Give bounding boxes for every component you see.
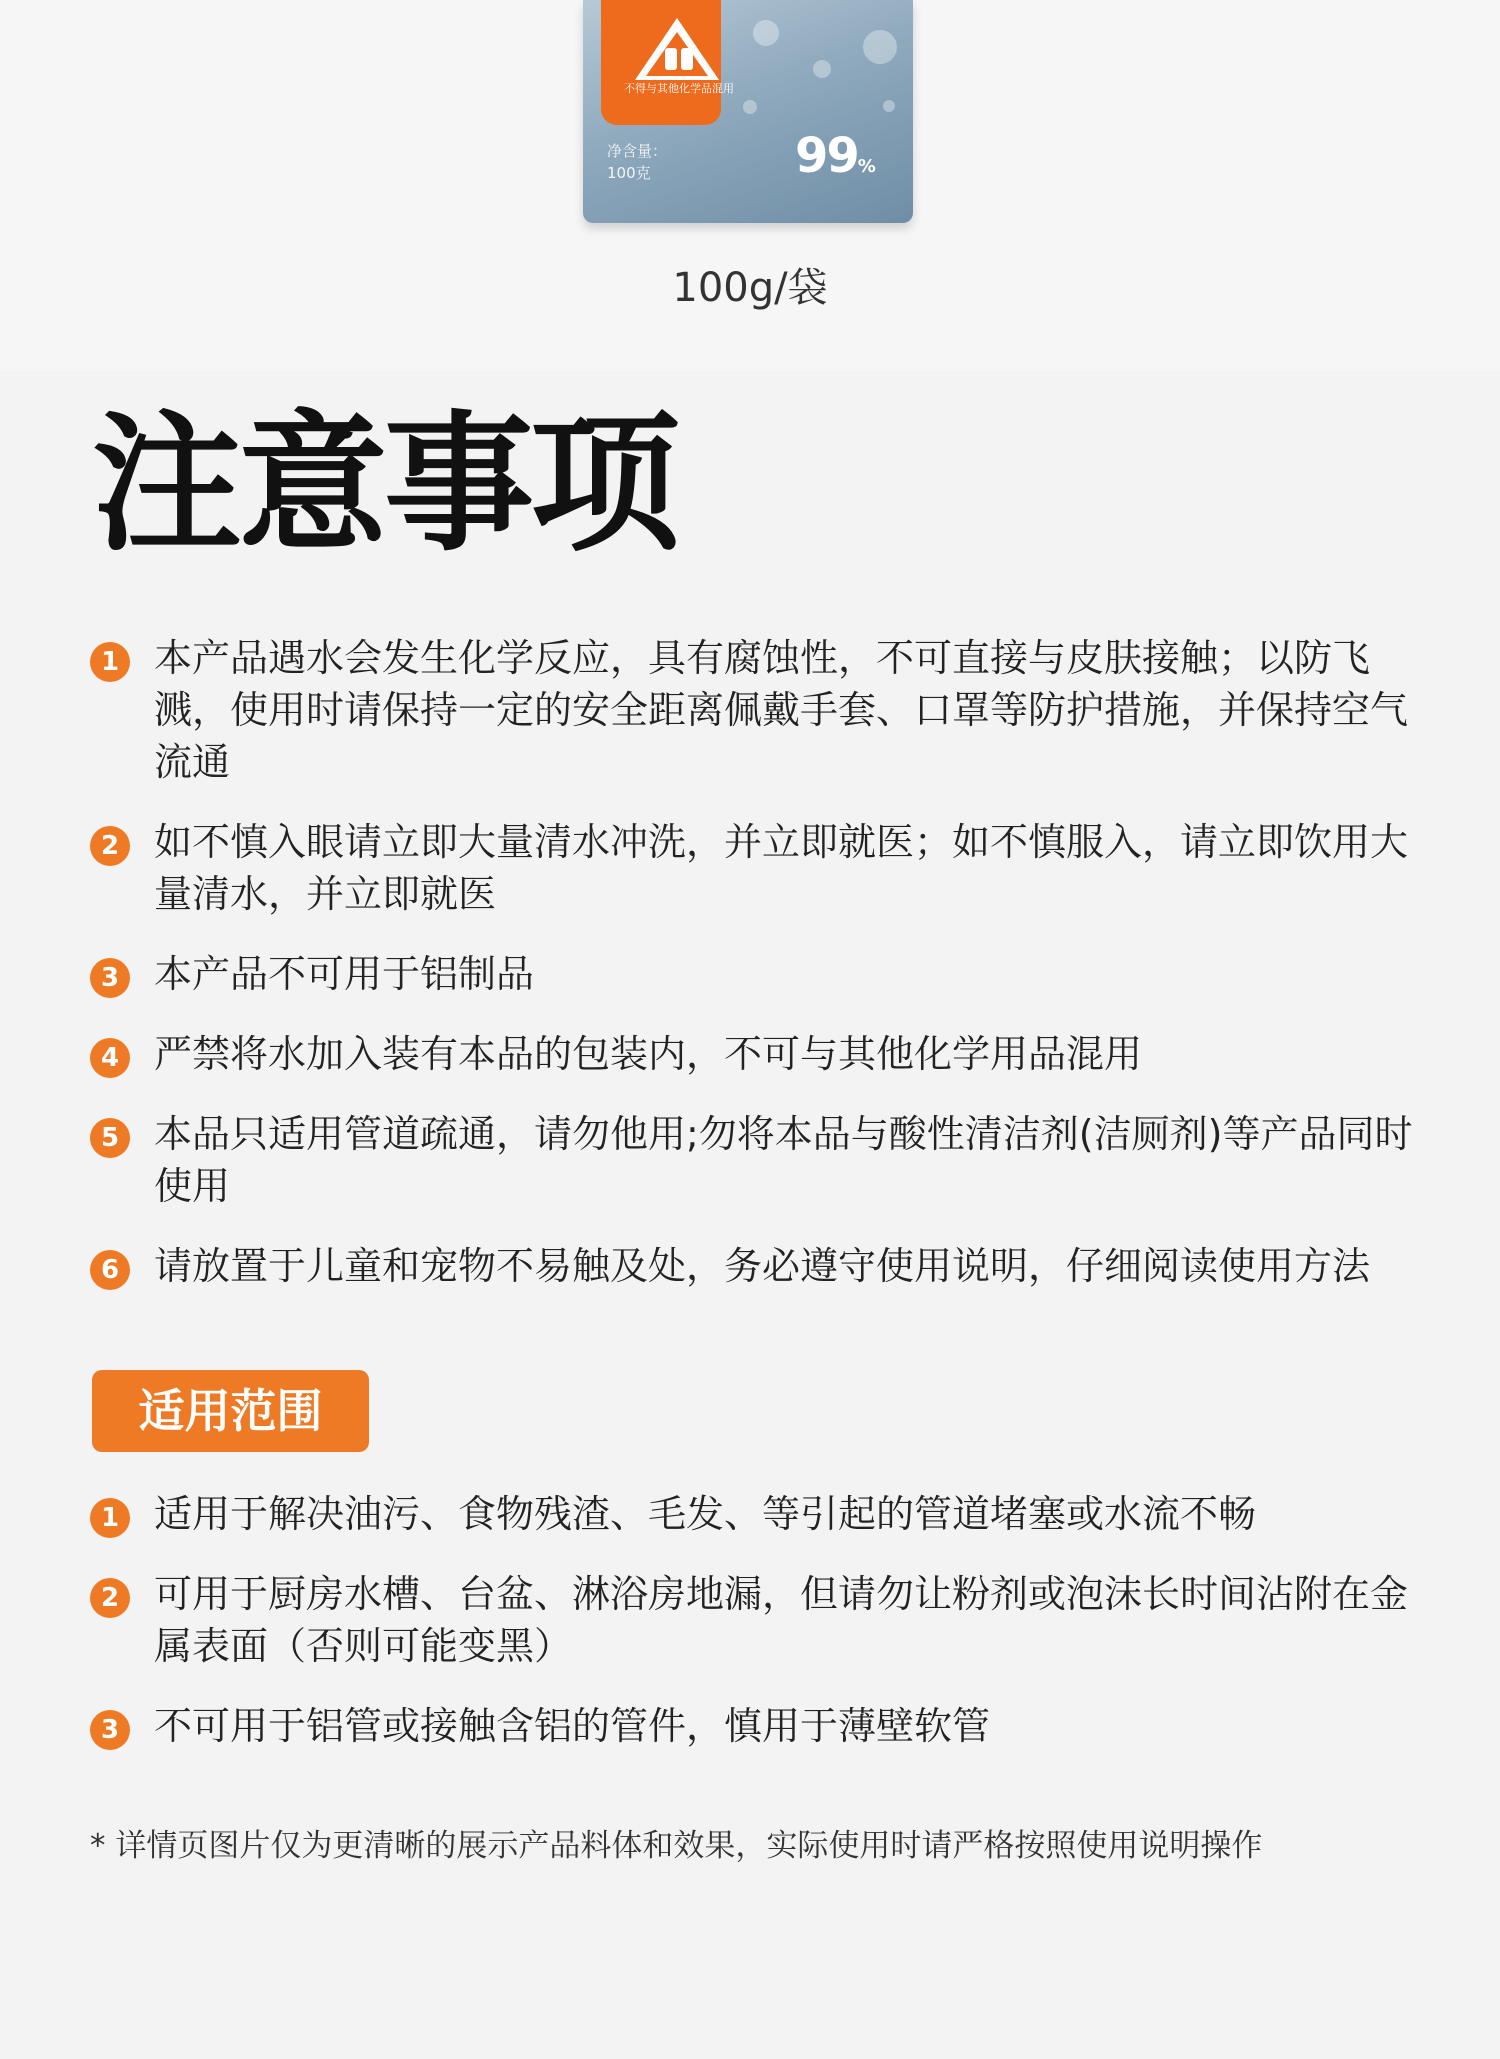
list-item-text: 请放置于儿童和宠物不易触及处，务必遵守使用说明，仔细阅读使用方法 xyxy=(154,1244,1371,1288)
percent-badge xyxy=(795,128,874,184)
percent-unit: % xyxy=(857,156,874,177)
footnote: * 详情页图片仅为更清晰的展示产品料体和效果，实际使用时请严格按照使用说明操作 xyxy=(90,1828,1263,1864)
number-badge-icon: 4 xyxy=(90,1038,130,1078)
list-item-text: 严禁将水加入装有本品的包装内，不可与其他化学用品混用 xyxy=(154,1032,1143,1076)
list-item xyxy=(90,1240,1420,1292)
list-item-text: 如不慎入眼请立即大量清水冲洗，并立即就医；如不慎服入，请立即饮用大量清水，并立即就医 xyxy=(154,820,1409,916)
list-item-text: 本产品不可用于铝制品 xyxy=(154,952,535,996)
net-label: 净含量： xyxy=(607,142,668,160)
list-item xyxy=(90,1700,1420,1752)
bottle-icon xyxy=(665,48,677,70)
list-item-text: 可用于厨房水槽、台盆、淋浴房地漏，但请勿让粉剂或泡沫长时间沾附在金属表面（否则可能变黑） xyxy=(154,1572,1409,1668)
number-badge-icon: 1 xyxy=(90,642,130,682)
number-badge-icon: 2 xyxy=(90,826,130,866)
scope-list xyxy=(90,1488,1420,1752)
percent-value: 99 xyxy=(795,128,858,184)
net-value: 100克 xyxy=(607,164,651,182)
warning-panel xyxy=(601,0,734,125)
page-title: 注意事项 xyxy=(92,398,677,572)
list-item xyxy=(90,1028,1420,1080)
product-caption: 100g/袋 xyxy=(672,265,828,311)
precautions-list xyxy=(90,632,1420,1292)
list-item-text: 本品只适用管道疏通，请勿他用;勿将本品与酸性清洁剂(洁厕剂)等产品同时使用 xyxy=(154,1112,1413,1208)
number-badge-icon: 3 xyxy=(90,958,130,998)
scope-label: 适用范围 xyxy=(92,1370,369,1452)
list-item-text: 适用于解决油污、食物残渣、毛发、等引起的管道堵塞或水流不畅 xyxy=(154,1492,1257,1536)
number-badge-icon: 6 xyxy=(90,1250,130,1290)
list-item xyxy=(90,816,1420,920)
list-item-text: 本产品遇水会发生化学反应，具有腐蚀性，不可直接与皮肤接触；以防飞溅，使用时请保持一定的安全距离佩戴手套、口罩等防护措施，并保持空气流通 xyxy=(154,636,1409,784)
number-badge-icon: 5 xyxy=(90,1118,130,1158)
list-item xyxy=(90,1568,1420,1672)
list-item xyxy=(90,1108,1420,1212)
list-item xyxy=(90,1488,1420,1540)
warning-text: 不得与其他化学品混用 xyxy=(624,82,734,95)
list-item xyxy=(90,632,1420,788)
net-content xyxy=(607,140,667,184)
number-badge-icon: 3 xyxy=(90,1710,130,1750)
number-badge-icon: 1 xyxy=(90,1498,130,1538)
list-item xyxy=(90,948,1420,1000)
number-badge-icon: 2 xyxy=(90,1578,130,1618)
list-item-text: 不可用于铝管或接触含铝的管件，慎用于薄壁软管 xyxy=(154,1704,991,1748)
product-image xyxy=(583,0,913,223)
